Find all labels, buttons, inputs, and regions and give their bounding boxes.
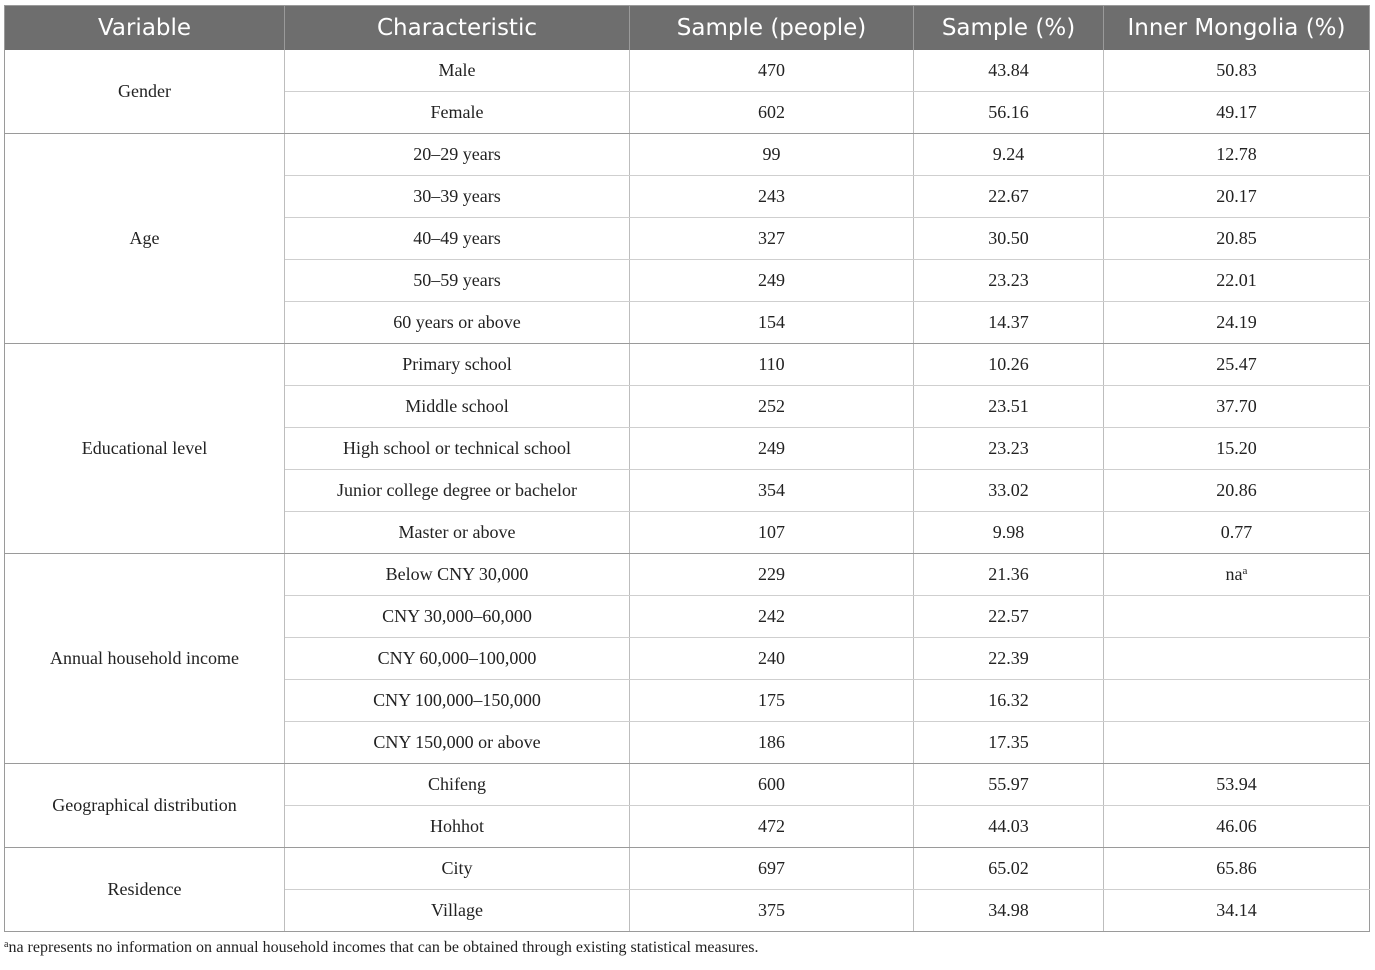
sample-people-cell: 249 — [630, 428, 914, 470]
sample-pct-cell: 22.39 — [914, 638, 1104, 680]
characteristic-cell: Master or above — [285, 512, 630, 554]
sample-pct-cell: 23.23 — [914, 428, 1104, 470]
variable-cell: Geographical distribution — [5, 764, 285, 848]
sample-people-cell: 229 — [630, 554, 914, 596]
sample-people-cell: 354 — [630, 470, 914, 512]
sample-people-cell: 470 — [630, 50, 914, 92]
sample-people-cell: 697 — [630, 848, 914, 890]
sample-people-cell: 186 — [630, 722, 914, 764]
sample-pct-cell: 17.35 — [914, 722, 1104, 764]
characteristic-cell: CNY 30,000–60,000 — [285, 596, 630, 638]
table-container — [4, 5, 1369, 957]
inner-mongolia-pct-cell — [1104, 722, 1370, 764]
sample-people-cell: 327 — [630, 218, 914, 260]
characteristic-cell: CNY 150,000 or above — [285, 722, 630, 764]
sample-pct-cell: 65.02 — [914, 848, 1104, 890]
inner-mongolia-pct-cell: 65.86 — [1104, 848, 1370, 890]
table-row — [5, 50, 1370, 92]
table-row — [5, 554, 1370, 596]
table-row — [5, 764, 1370, 806]
header-sample-people: Sample (people) — [630, 6, 914, 51]
inner-mongolia-pct-cell: 20.17 — [1104, 176, 1370, 218]
characteristic-cell: Male — [285, 50, 630, 92]
inner-mongolia-pct-cell — [1104, 554, 1370, 596]
table-row — [5, 344, 1370, 386]
sample-pct-cell: 10.26 — [914, 344, 1104, 386]
sample-people-cell: 240 — [630, 638, 914, 680]
sample-people-cell: 252 — [630, 386, 914, 428]
inner-mongolia-pct-cell: 20.85 — [1104, 218, 1370, 260]
characteristic-cell: Female — [285, 92, 630, 134]
footnote-marker: a — [4, 939, 9, 950]
sample-people-cell: 600 — [630, 764, 914, 806]
characteristic-cell: Chifeng — [285, 764, 630, 806]
sample-pct-cell: 30.50 — [914, 218, 1104, 260]
sample-people-cell: 99 — [630, 134, 914, 176]
characteristic-cell: City — [285, 848, 630, 890]
sample-people-cell: 249 — [630, 260, 914, 302]
inner-mongolia-pct-cell: 22.01 — [1104, 260, 1370, 302]
sample-people-cell: 375 — [630, 890, 914, 932]
characteristic-cell: 30–39 years — [285, 176, 630, 218]
sample-people-cell: 110 — [630, 344, 914, 386]
characteristic-cell: Hohhot — [285, 806, 630, 848]
table-row — [5, 848, 1370, 890]
characteristic-cell: Primary school — [285, 344, 630, 386]
sample-people-cell: 242 — [630, 596, 914, 638]
characteristic-cell: CNY 100,000–150,000 — [285, 680, 630, 722]
inner-mongolia-pct-cell: 20.86 — [1104, 470, 1370, 512]
inner-mongolia-pct-cell: 53.94 — [1104, 764, 1370, 806]
sample-people-cell: 602 — [630, 92, 914, 134]
header-row — [5, 6, 1370, 51]
sample-pct-cell: 9.24 — [914, 134, 1104, 176]
sample-pct-cell: 34.98 — [914, 890, 1104, 932]
footnote — [4, 939, 1369, 957]
characteristic-cell: 50–59 years — [285, 260, 630, 302]
characteristic-cell: CNY 60,000–100,000 — [285, 638, 630, 680]
inner-mongolia-pct-cell: 0.77 — [1104, 512, 1370, 554]
variable-cell: Gender — [5, 50, 285, 134]
characteristic-cell: High school or technical school — [285, 428, 630, 470]
characteristic-cell: Village — [285, 890, 630, 932]
inner-mongolia-pct-cell: 15.20 — [1104, 428, 1370, 470]
header-sample-pct: Sample (%) — [914, 6, 1104, 51]
variable-cell: Educational level — [5, 344, 285, 554]
variable-cell: Annual household income — [5, 554, 285, 764]
inner-mongolia-pct-cell: 50.83 — [1104, 50, 1370, 92]
sample-pct-cell: 55.97 — [914, 764, 1104, 806]
sample-people-cell: 107 — [630, 512, 914, 554]
inner-mongolia-pct-cell — [1104, 596, 1370, 638]
sample-pct-cell: 23.23 — [914, 260, 1104, 302]
inner-mongolia-pct-cell: 49.17 — [1104, 92, 1370, 134]
sample-pct-cell: 23.51 — [914, 386, 1104, 428]
footnote-ref: a — [1242, 565, 1248, 577]
inner-mongolia-pct-cell — [1104, 680, 1370, 722]
characteristic-cell: Middle school — [285, 386, 630, 428]
characteristic-cell: Junior college degree or bachelor — [285, 470, 630, 512]
sample-people-cell: 175 — [630, 680, 914, 722]
characteristic-cell: 20–29 years — [285, 134, 630, 176]
inner-mongolia-pct-value: na — [1225, 564, 1243, 584]
table-header — [5, 6, 1370, 51]
sample-pct-cell: 43.84 — [914, 50, 1104, 92]
sample-pct-cell: 22.57 — [914, 596, 1104, 638]
sample-people-cell: 472 — [630, 806, 914, 848]
sample-pct-cell: 56.16 — [914, 92, 1104, 134]
inner-mongolia-pct-cell: 37.70 — [1104, 386, 1370, 428]
inner-mongolia-pct-cell: 24.19 — [1104, 302, 1370, 344]
sample-pct-cell: 33.02 — [914, 470, 1104, 512]
sample-pct-cell: 21.36 — [914, 554, 1104, 596]
sample-pct-cell: 9.98 — [914, 512, 1104, 554]
sample-people-cell: 154 — [630, 302, 914, 344]
table-body — [5, 50, 1370, 932]
sample-pct-cell: 44.03 — [914, 806, 1104, 848]
variable-cell: Residence — [5, 848, 285, 932]
inner-mongolia-pct-cell: 12.78 — [1104, 134, 1370, 176]
inner-mongolia-pct-cell: 34.14 — [1104, 890, 1370, 932]
sample-pct-cell: 14.37 — [914, 302, 1104, 344]
header-variable: Variable — [5, 6, 285, 51]
table-row — [5, 134, 1370, 176]
header-characteristic: Characteristic — [285, 6, 630, 51]
demographics-table — [4, 5, 1370, 932]
inner-mongolia-pct-cell — [1104, 638, 1370, 680]
sample-people-cell: 243 — [630, 176, 914, 218]
header-inner-mongolia-pct: Inner Mongolia (%) — [1104, 6, 1370, 51]
variable-cell: Age — [5, 134, 285, 344]
footnote-text: na represents no information on annual household incomes that can be obtained through existing statistical measures. — [8, 939, 759, 956]
characteristic-cell: 40–49 years — [285, 218, 630, 260]
sample-pct-cell: 22.67 — [914, 176, 1104, 218]
sample-pct-cell: 16.32 — [914, 680, 1104, 722]
characteristic-cell: Below CNY 30,000 — [285, 554, 630, 596]
characteristic-cell: 60 years or above — [285, 302, 630, 344]
inner-mongolia-pct-cell: 46.06 — [1104, 806, 1370, 848]
inner-mongolia-pct-cell: 25.47 — [1104, 344, 1370, 386]
